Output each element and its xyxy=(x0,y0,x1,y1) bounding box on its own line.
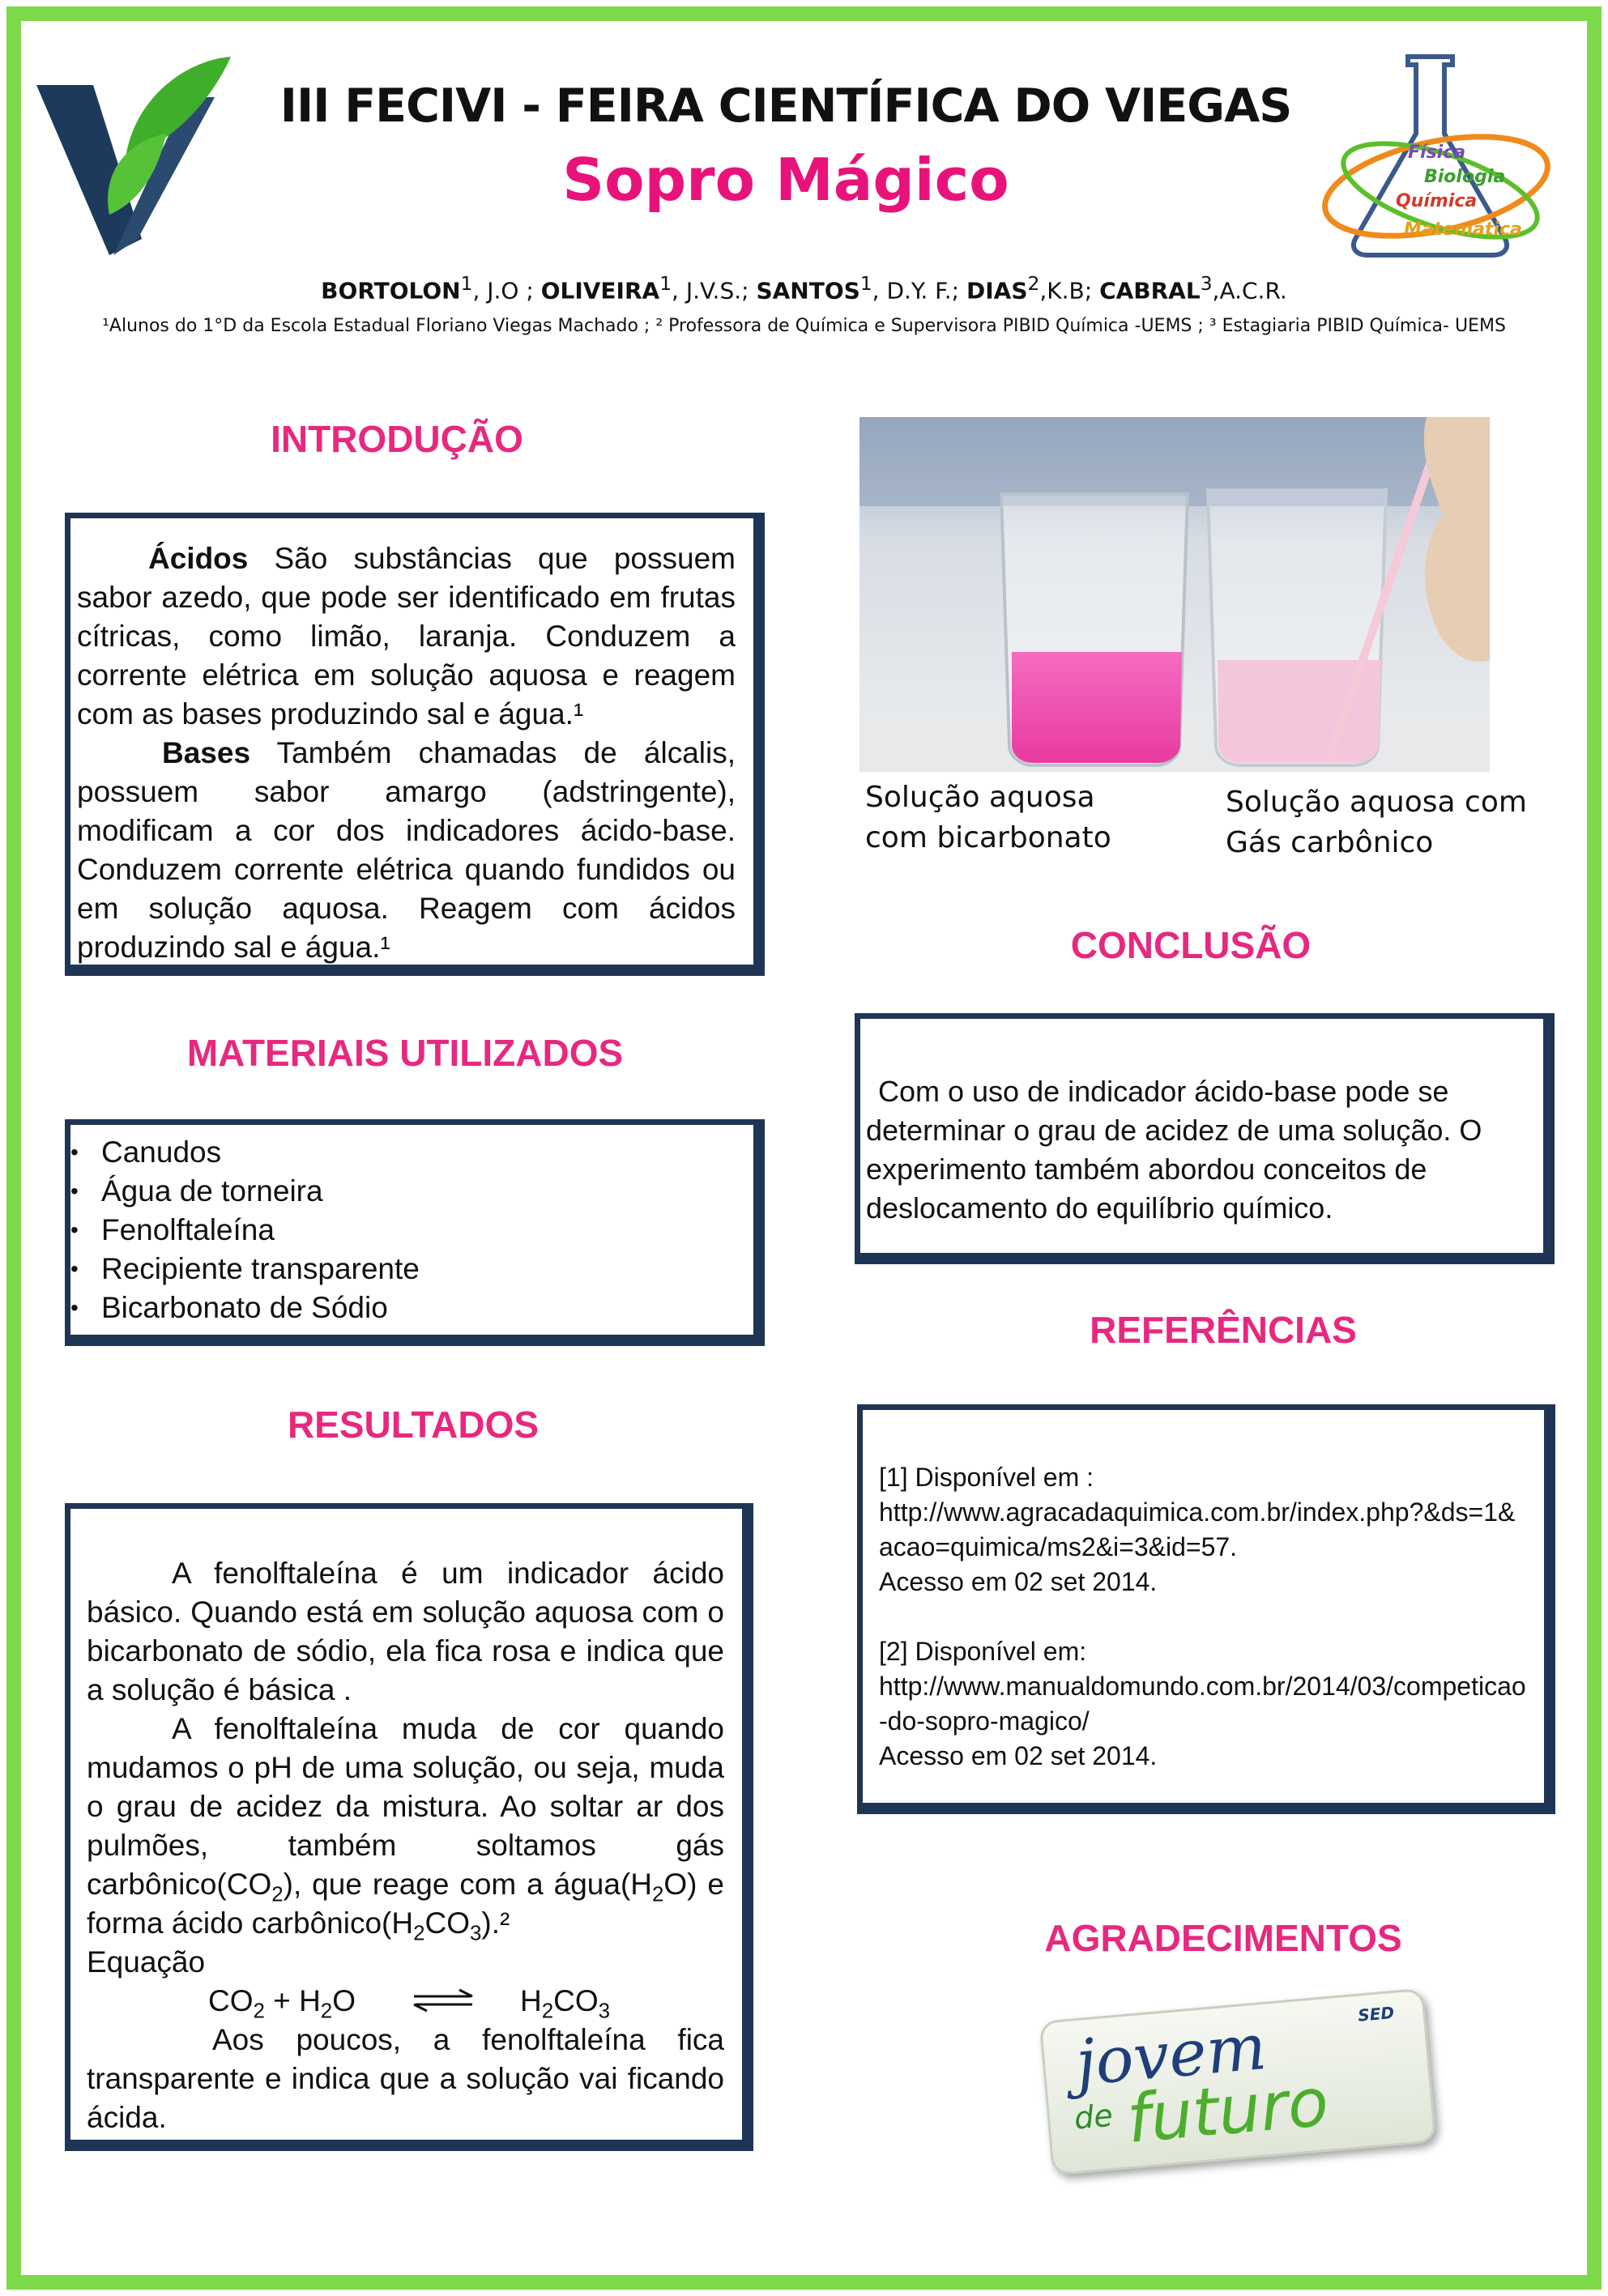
list-item: • Água de torneira xyxy=(70,1172,737,1211)
author-name: BORTOLON xyxy=(321,277,461,305)
chemical-equation xyxy=(87,1982,724,2021)
logo-word-matematica: Matemática xyxy=(1404,219,1522,240)
logo-word-quimica: Química xyxy=(1396,191,1478,211)
photo-caption-left: Solução aquosa com bicarbonato xyxy=(865,781,1111,854)
section-title-introducao: INTRODUÇÃO xyxy=(271,418,523,460)
introducao-box xyxy=(65,513,765,976)
acidos-text: São substâncias que possuem sabor azedo, que pode ser identificado em frutas cítricas, como limão, laranja. Conduzem a corrente elétrica em solução aquosa e reagem com as bases produzindo sal e água.¹ xyxy=(77,542,736,731)
eq-h2: H xyxy=(520,1984,542,2017)
section-title-referencias: REFERÊNCIAS xyxy=(1090,1309,1357,1351)
ref2-label: [2] Disponível em: xyxy=(879,1637,1087,1666)
equilibrium-arrows-icon xyxy=(411,1988,476,2013)
author-sup: 1 xyxy=(460,272,473,295)
author-name: SANTOS xyxy=(756,277,860,305)
section-title-agradecimentos: AGRADECIMENTOS xyxy=(1044,1917,1402,1959)
ref1-url: http://www.agracadaquimica.com.br/index.php?&ds=1&acao=quimica/ms2&i=3&id=57. xyxy=(879,1497,1516,1561)
event-title: III FECIVI - FEIRA CIENTÍFICA DO VIEGAS xyxy=(279,79,1292,133)
sub-3: 3 xyxy=(469,1922,482,1945)
author-sup: 1 xyxy=(859,272,872,295)
logo-word-fisica: Física xyxy=(1408,143,1466,163)
ref-spacer xyxy=(879,1600,1526,1634)
fecivi-v-logo xyxy=(36,53,231,255)
eq-o: O xyxy=(332,1984,356,2017)
sed-badge: SED xyxy=(1357,2002,1395,2026)
author-name: DIAS xyxy=(966,277,1028,305)
author-initials: , J.O ; xyxy=(472,277,541,305)
author-sup: 2 xyxy=(1027,272,1040,295)
sub-2: 2 xyxy=(413,1922,425,1945)
p2-part-e: ).² xyxy=(481,1906,510,1940)
experiment-photo xyxy=(859,417,1490,772)
sub-2: 2 xyxy=(320,2000,333,2023)
equacao-label: Equação xyxy=(87,1945,206,1979)
p2-part-a: A fenolftaleína muda de cor quando mudamos o pH de uma solução, ou seja, muda o grau de acidez da mistura. Ao soltar ar dos pulmões, também soltamos gás carbônico(CO xyxy=(87,1712,724,1901)
materiais-list xyxy=(70,1133,737,1327)
section-title-resultados: RESULTADOS xyxy=(287,1404,540,1446)
author-name: OLIVEIRA xyxy=(540,277,660,305)
bases-text: Também chamadas de álcalis, possuem sabor amargo (adstringente), modificam a cor dos indicadores ácido-base. Conduzem corrente elétrica quando fundidos ou em solução aquosa. Reagem com ácidos produzindo sal e água.¹ xyxy=(77,736,736,964)
author-sup: 1 xyxy=(659,272,672,295)
affiliations: ¹Alunos do 1°D da Escola Estadual Floriano Viegas Machado ; ² Professora de Química e Supervisora PIBID Química -UEMS ; ³ Estagiaria PIBID Química- UEMS xyxy=(102,316,1506,336)
science-flask-logo xyxy=(1319,49,1554,259)
author-initials: , D.Y. F.; xyxy=(872,277,966,305)
equation-right xyxy=(520,1982,610,2021)
intro-acidos-paragraph xyxy=(77,539,736,734)
conclusao-text: Com o uso de indicador ácido-base pode se determinar o grau de acidez de uma solução. O experimento também abordou conceitos de deslocamento do equilíbrio químico. xyxy=(866,1075,1482,1225)
list-item: • Canudos xyxy=(70,1133,737,1172)
sub-3: 3 xyxy=(598,2000,611,2023)
sub-2: 2 xyxy=(652,1883,664,1906)
conclusao-box xyxy=(855,1013,1555,1264)
ref2-access: Acesso em 02 set 2014. xyxy=(879,1741,1158,1770)
ref1-access: Acesso em 02 set 2014. xyxy=(879,1567,1158,1596)
sub-2: 2 xyxy=(253,2000,265,2023)
resultados-paragraph-1: A fenolftaleína é um indicador ácido básico. Quando está em solução aquosa com o bicarbonato de sódio, ela fica rosa e indica que a solução é básica . xyxy=(87,1557,724,1706)
equation-left xyxy=(208,1982,356,2021)
eq-co: CO xyxy=(208,1984,254,2017)
section-title-conclusao: CONCLUSÃO xyxy=(1070,924,1312,966)
author-initials: ,K.B; xyxy=(1039,277,1100,305)
list-item: • Fenolftaleína xyxy=(70,1211,737,1250)
author-initials: , J.V.S.; xyxy=(672,277,757,305)
eq-h: + H xyxy=(264,1984,321,2017)
pink-solution-left xyxy=(1012,652,1182,763)
logo-word-futuro: futuro xyxy=(1124,2064,1332,2158)
logo-word-jovem: jovem xyxy=(1073,2010,1269,2101)
intro-bases-paragraph xyxy=(77,734,736,967)
referencias-box xyxy=(857,1404,1555,1814)
ref2-url: http://www.manualdomundo.com.br/2014/03/competicao-do-sopro-magico/ xyxy=(879,1672,1526,1736)
bases-term: Bases xyxy=(162,736,251,769)
resultados-paragraph-3: Aos poucos, a fenolftaleína fica transparente e indica que a solução vai ficando ácida. xyxy=(87,2023,724,2134)
author-name: CABRAL xyxy=(1099,277,1201,305)
p2-part-c: O) e forma ácido carbônico(H xyxy=(87,1868,724,1940)
photo-caption-right: Solução aquosa com Gás carbônico xyxy=(1226,786,1527,859)
sub-2: 2 xyxy=(541,2000,554,2023)
poster-title: Sopro Mágico xyxy=(562,146,1009,214)
logo-word-de: de xyxy=(1073,2097,1115,2136)
author-initials: ,A.C.R. xyxy=(1212,277,1287,305)
resultados-box xyxy=(65,1503,753,2151)
list-item: • Recipiente transparente xyxy=(70,1250,737,1289)
ref1-label: [1] Disponível em : xyxy=(879,1463,1094,1492)
resultados-paragraph-2 xyxy=(87,1710,724,1943)
author-sup: 3 xyxy=(1200,272,1213,295)
list-item: • Bicarbonato de Sódio xyxy=(70,1289,737,1327)
materiais-box xyxy=(65,1119,765,1346)
p2-part-d: CO xyxy=(424,1906,470,1940)
section-title-materiais: MATERIAIS UTILIZADOS xyxy=(186,1032,624,1074)
logo-word-biologia: Biologia xyxy=(1424,167,1506,187)
acidos-term: Ácidos xyxy=(148,542,249,575)
authors-line xyxy=(162,272,1446,304)
sub-2: 2 xyxy=(271,1883,284,1906)
eq-co3: CO xyxy=(553,1984,599,2017)
p2-part-b: ), que reage com a água(H xyxy=(283,1868,652,1901)
